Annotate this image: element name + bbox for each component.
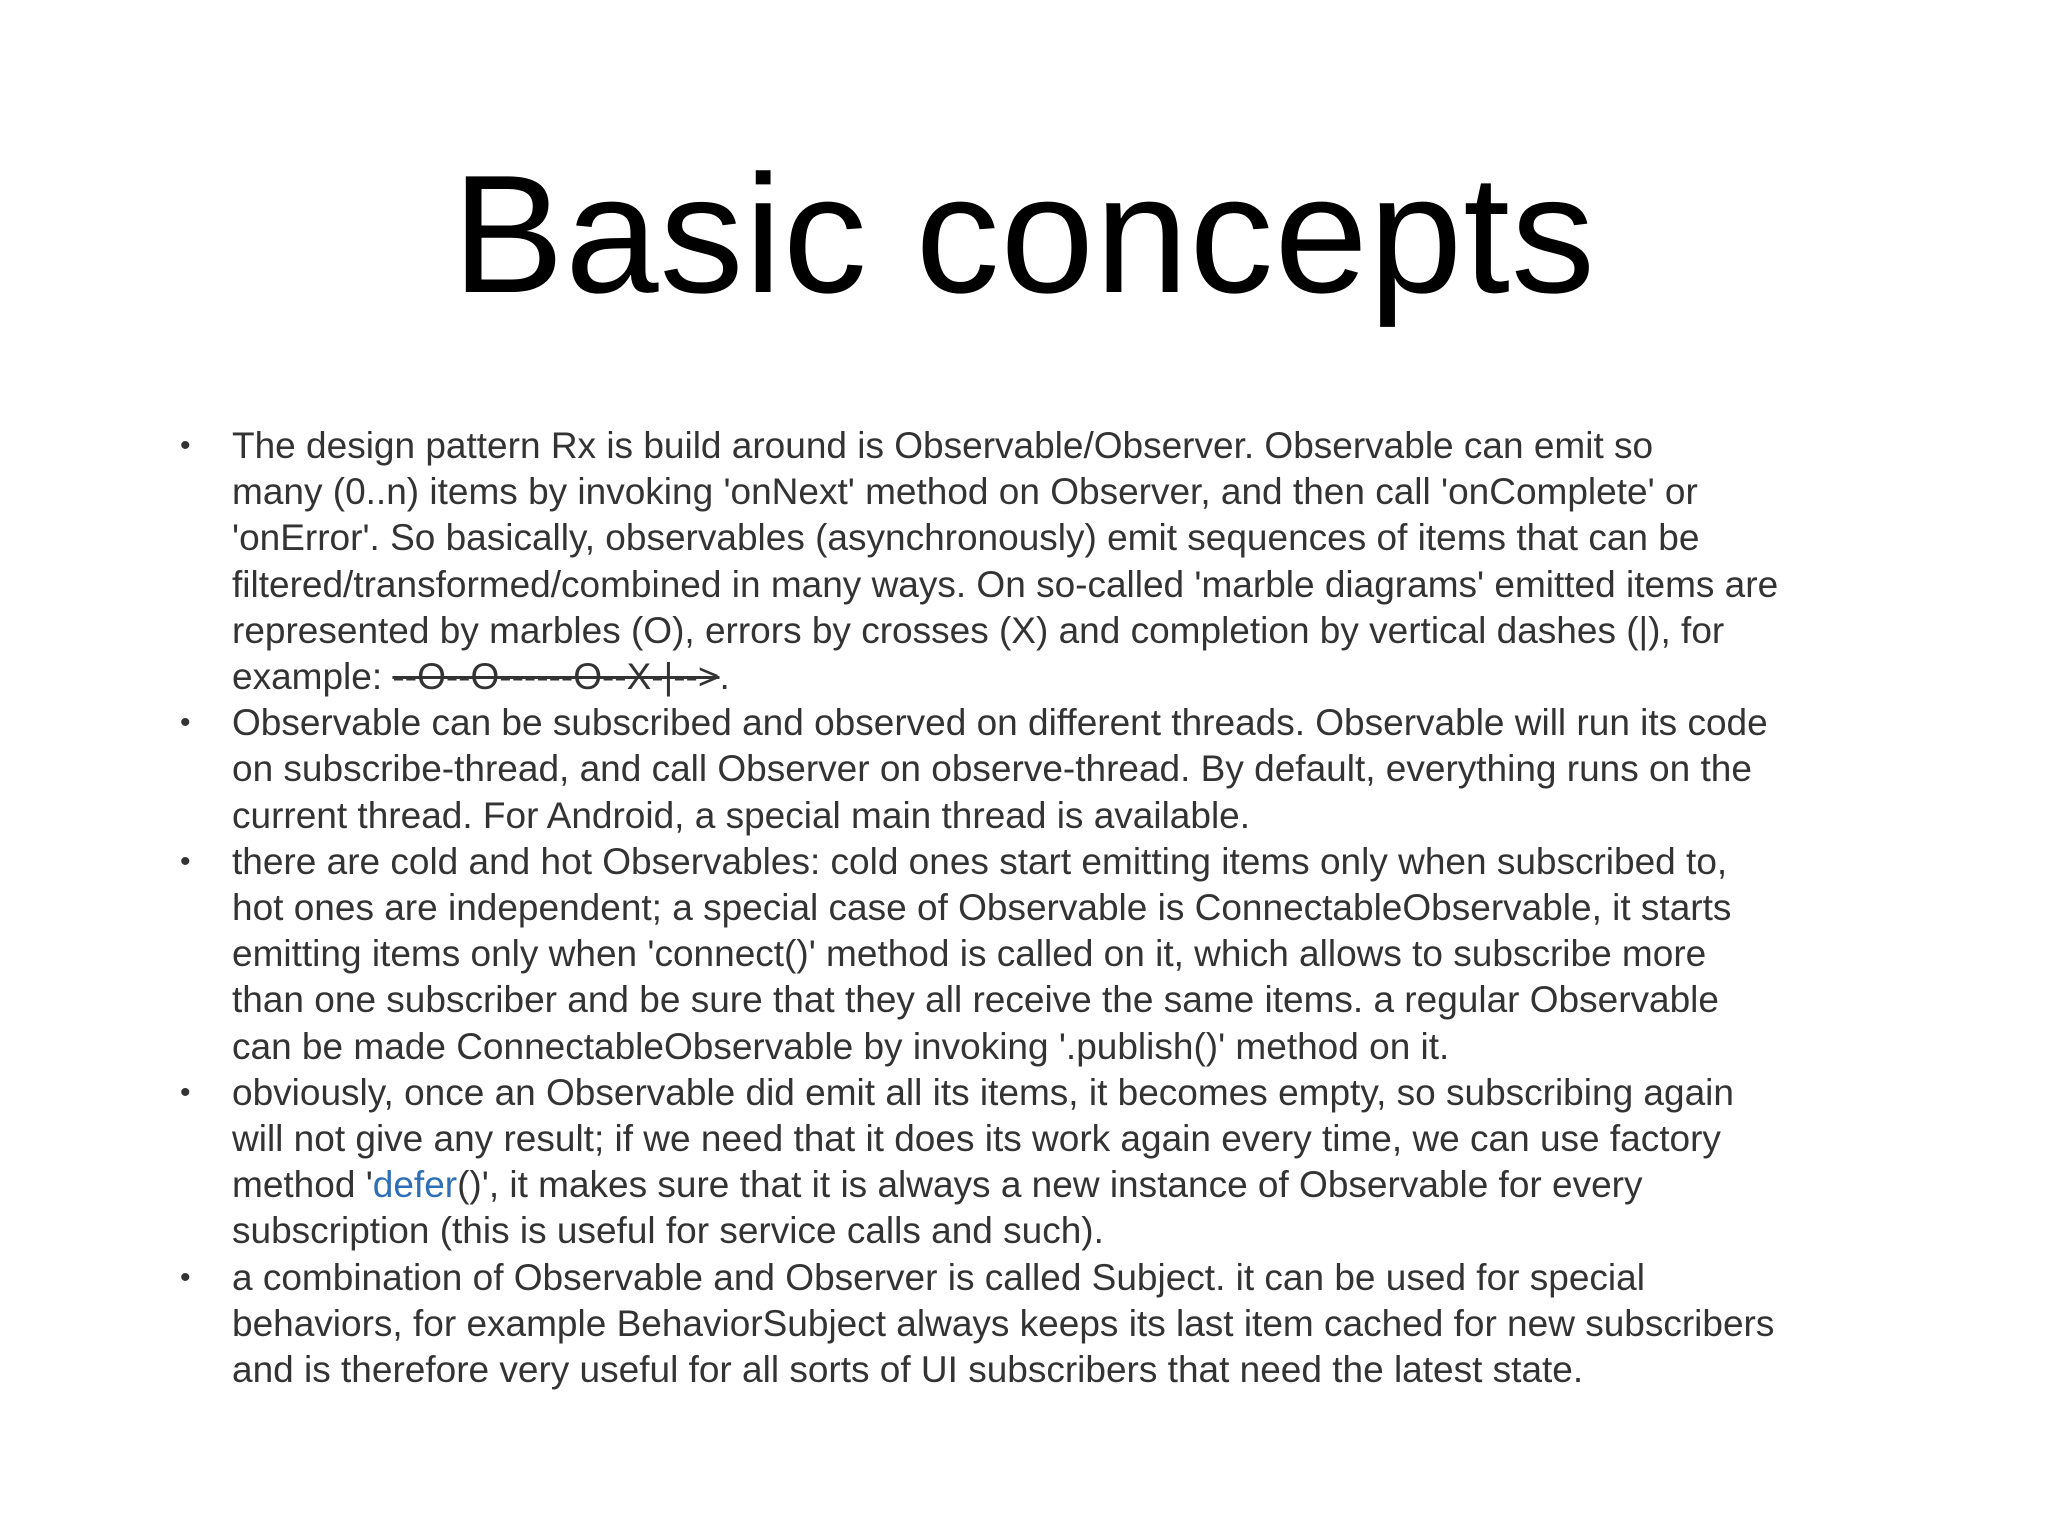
bullet-text-line: 'onError'. So basically, observables (asynchronously) emit sequences of items that can be [232,517,1700,559]
bullet-marker: • [180,429,191,462]
link-line-suffix: ()', it makes sure that it is always a new instance of Observable for every [457,1164,1643,1206]
bullet-text-line: subscription (this is useful for service calls and such). [232,1210,1104,1252]
bullet-item-defer [180,1070,1920,1255]
bullet-text-line: will not give any result; if we need that it does its work again every time, we can use factory [232,1118,1721,1160]
example-suffix: . [719,656,730,698]
bullet-text-line: The design pattern Rx is build around is Observable/Observer. Observable can emit so [232,425,1654,466]
bullet-item-cold-hot [180,839,1920,1070]
bullet-text-line: a combination of Observable and Observer is called Subject. it can be used for special [232,1256,1645,1298]
bullet-item-observable-observer [180,423,1920,700]
bullet-text-line: can be made ConnectableObservable by invoking '.publish()' method on it. [232,1025,1450,1067]
bullet-marker: • [180,844,191,878]
bullet-text-line: emitting items only when 'connect()' method is called on it, which allows to subscribe more [232,933,1707,975]
bullet-text-line: filtered/transformed/combined in many ways. On so-called 'marble diagrams' emitted items are [232,563,1779,605]
bullet-text-line: many (0..n) items by invoking 'onNext' method on Observer, and then call 'onComplete' or [232,471,1698,513]
bullet-text-line-example [232,654,1920,700]
example-prefix: example: [232,656,393,698]
bullet-marker: • [180,706,191,740]
marble-diagram-example: --O--O------O--X-|--> [392,656,720,698]
bullet-text-line: behaviors, for example BehaviorSubject always keeps its last item cached for new subscribers [232,1302,1775,1344]
bullet-text-line: hot ones are independent; a special case of Observable is ConnectableObservable, it starts [232,887,1732,929]
bullet-text-line: obviously, once an Observable did emit all its items, it becomes empty, so subscribing again [232,1071,1734,1113]
slide-title: Basic concepts [452,140,1596,328]
bullet-text-line: than one subscriber and be sure that they all receive the same items. a regular Observable [232,979,1719,1021]
link-line-prefix: method ' [232,1164,373,1206]
bullet-item-threads [180,700,1920,839]
bullet-text-line: there are cold and hot Observables: cold ones start emitting items only when subscribed to, [232,840,1728,882]
bullet-item-subject [180,1255,1920,1394]
bullet-text-line-with-link [232,1162,1920,1208]
bullet-marker: • [180,1260,191,1294]
bullet-list [180,423,1920,1393]
defer-link[interactable]: defer [372,1164,458,1206]
bullet-text-line: represented by marbles (O), errors by crosses (X) and completion by vertical dashes (|), for [232,609,1725,651]
bullet-text-line: and is therefore very useful for all sorts of UI subscribers that need the latest state. [232,1349,1584,1391]
bullet-text-line: on subscribe-thread, and call Observer on observe-thread. By default, everything runs on the [232,748,1752,790]
bullet-marker: • [180,1075,191,1109]
bullet-text-line: current thread. For Android, a special main thread is available. [232,794,1251,836]
bullet-text-line: Observable can be subscribed and observed on different threads. Observable will run its code [232,702,1768,744]
